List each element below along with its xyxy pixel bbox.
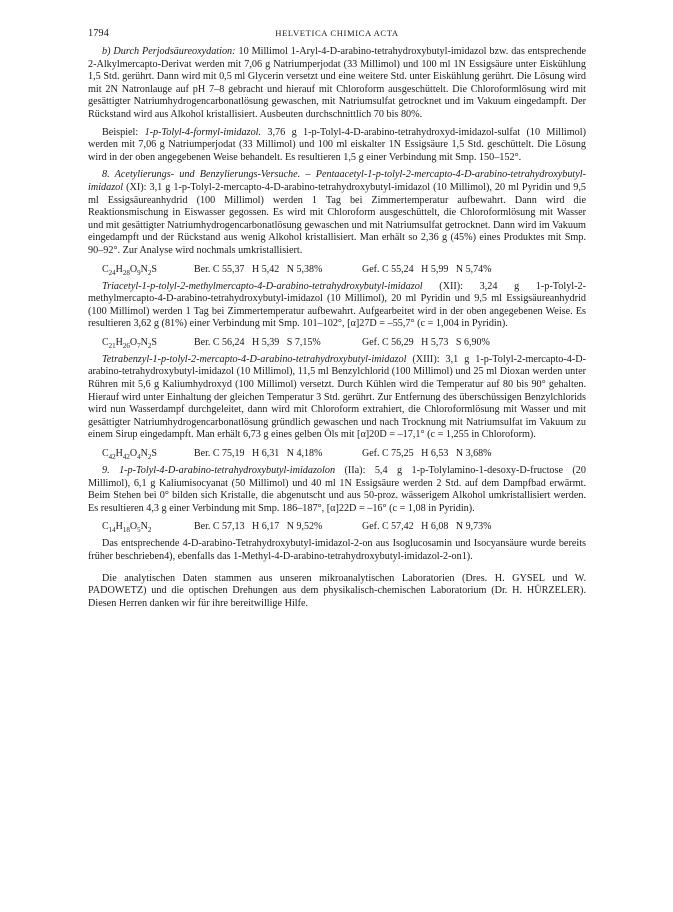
analysis-line-3: $C_{42}H_{42}O_4N_2S$ Ber. C 75,19 H 6,31 N 4,18% Gef. C 75,25 H 6,53 N 3,68%: [102, 448, 492, 462]
section-heading: 9. 1-p-Tolyl-4-D-arabino-tetrahydroxybutyl-imidazolon: [102, 465, 336, 477]
journal-page: [88, 28, 586, 610]
paragraph-triacetyl: Triacetyl-1-p-tolyl-2-methylmercapto-4-D-arabino-tetrahydroxybutyl-imidazol (XII): 3,24 g 1-p-Tolyl-2-methylmercapto-4-D-arabino-tetrahydroxybutyl-imidazol (10 Millimol), 20 ml Pyridin und 9,5 ml Essigsäureanhydrid (100 Millimol) werden 1 Tag bei Zimmertemperatur aufbewahrt. Aufgearbeitet wird in der oben angegebenen Weise. Es resultieren 3,62 g (81%) einer Verbindung mit Smp. 101–102°, [α]27D = –55,7° (c = 1,004 in Pyridin).: [88, 280, 586, 330]
formula: $C_{21}H_{26}O_7N_2S$: [102, 336, 157, 350]
section-heading: 8. Acetylierungs- und Benzylierungs-Versuche. – Pentaacetyl-1-p-tolyl-2-mercapto-4-D-arabino-tetrahydroxybutyl-imidazol: [88, 169, 586, 193]
paragraph-heading: b) Durch Perjodsäureoxydation:: [102, 46, 236, 57]
page-header: [88, 28, 586, 46]
formula: $C_{14}H_{18}O_5N_2$: [102, 521, 152, 535]
analysis-line-2: $C_{21}H_{26}O_7N_2S$ Ber. C 56,24 H 5,39 S 7,15% Gef. C 56,29 H 5,73 S 6,90%: [102, 336, 490, 350]
paragraph-heading: Tetrabenzyl-1-p-tolyl-2-mercapto-4-D-arabino-tetrahydroxybutyl-imidazol: [102, 353, 407, 365]
paragraph-tetrabenzyl: Tetrabenzyl-1-p-tolyl-2-mercapto-4-D-arabino-tetrahydroxybutyl-imidazol (XIII): 3,1 g 1-p-Tolyl-2-mercapto-4-D-arabino-tetrahydroxybutyl-imidazol (10 Millimol), 11,5 ml Benzylchlorid (100 Millimol) und 25 ml Dioxan werden unter Rühren mit 5,6 g Kaliumhydroxyd (100 Millimol) versetzt. Durch Kühlen wird die Temperatur auf 80 bis 90° gehalten. Hierauf wird unter Einhaltung der gleichen Temperatur 3 Std. gerührt. Zur Entfernung des überschüssigen Benzylchlorids wird nun Wasserdampf durchgeleitet, dann wird mit Chloroform extrahiert, die Chloroformlösung mit Wasser und mit gesättigter Natriumhydrogencarbonatlösung gründlich gewaschen und nach Trocknung mit Natriumsulfat im Vakuum zu einem Sirup eingedampft. Man erhält 6,73 g eines gelben Öls mit [α]20D = –17,1° (c = 1,255 in Chloroform).: [88, 353, 586, 441]
paragraph-perjodsaeure: b) Durch Perjodsäureoxydation: 10 Millimol 1-Aryl-4-D-arabino-tetrahydroxybutyl-imidazol bzw. das entsprechende 2-Alkylmercapto-Derivat werden mit 7,06 g Natriumperjodat (33 Millimol) und 100 ml 1N Essigsäure unter Eiskühlung 1,5 Std. gerührt. Dann wird mit 0,5 ml Glycerin versetzt und eine weitere Std. unter Eiskühlung gerührt. Die Lösung wird mit 2N Natronlauge auf pH 7–8 gebracht und hierauf mit Chloroform ausgeschüttelt. Die Chloroformlösung wird mit gesättigter Natriumhydrogencarbonatlösung gewaschen, mit Natriumsulfat getrocknet und im Vakuum eingedampft. Der Rückstand wird aus Alkohol kristallisiert. Ausbeuten durchschnittlich 70 bis 80%.: [88, 46, 586, 120]
paragraph-beispiel: Beispiel: 1-p-Tolyl-4-formyl-imidazol. 3,76 g 1-p-Tolyl-4-D-arabino-tetrahydroxyd-imidazol-sulfat (10 Millimol) werden mit 7,06 g Natriumperjodat (33 Millimol) und 100 ml eiskalter 1N Essigsäure 1,5 Std. geschüttelt. Die Lösung wird in der oben angegebenen Weise behandelt. Es resultieren 1,5 g einer Verbindung mit Smp. 150–152°.: [88, 126, 587, 163]
paragraph-acknowledgement: Die analytischen Daten stammen aus unseren mikroanalytischen Laboratorien (Dres. H. GYSEL und W. PADOWETZ) und die optischen Drehungen aus dem physikalisch-chemischen Laboratorium (Dr. H. HÜRZELER). Diesen Herren danken wir für ihre bereitwillige Hilfe.: [88, 572, 586, 609]
formula: $C_{42}H_{42}O_4N_2S$: [102, 448, 157, 462]
paragraph-imidazolon: 9. 1-p-Tolyl-4-D-arabino-tetrahydroxybutyl-imidazolon (IIa): 5,4 g 1-p-Tolylamino-1-desoxy-D-fructose (20 Millimol), 6,1 g Kaliumisocyanat (50 Millimol) und 40 ml 1N Essigsäure werden 2 Std. auf dem Dampfbad erwärmt. Beim Stehen bei 0° bilden sich Kristalle, die abgenutscht und aus 50-proz. wässerigem Alkohol umkristallisiert werden. Es resultieren 4,3 g einer Verbindung mit Smp. 186–187°, [α]22D = –16° (c = 1,08 in Pyridin).: [88, 465, 586, 514]
journal-title: HELVETICA CHIMICA ACTA: [275, 28, 399, 38]
paragraph-isoglucosamin: Das entsprechende 4-D-arabino-Tetrahydroxybutyl-imidazol-2-on aus Isoglucosamin und Isocyansäure wurde bereits früher beschrieben4), ebenfalls das 1-Methyl-4-D-arabino-tetrahydroxybutyl-imidazol-2-on1).: [88, 538, 586, 562]
analysis-line-4: $C_{14}H_{18}O_5N_2$ Ber. C 57,13 H 6,17 N 9,52% Gef. C 57,42 H 6,08 N 9,73%: [102, 521, 492, 535]
paragraph-heading: 1-p-Tolyl-4-formyl-imidazol.: [144, 126, 262, 138]
formula: $C_{24}H_{28}O_9N_2S$: [102, 263, 157, 277]
page-number: 1794: [88, 28, 109, 39]
analysis-line-1: $C_{24}H_{28}O_9N_2S$ Ber. C 55,37 H 5,42 N 5,38% Gef. C 55,24 H 5,99 N 5,74%: [102, 263, 492, 277]
paragraph-heading: Triacetyl-1-p-tolyl-2-methylmercapto-4-D-arabino-tetrahydroxybutyl-imidazol: [102, 280, 423, 292]
paragraph-acetylierung: 8. Acetylierungs- und Benzylierungs-Versuche. – Pentaacetyl-1-p-tolyl-2-mercapto-4-D-arabino-tetrahydroxybutyl-imidazol (XI): 3,1 g 1-p-Tolyl-2-mercapto-4-D-arabino-tetrahydroxybutyl-imidazol (10 Millimol), 20 ml Pyridin und 9,5 ml Essigsäureanhydrid (100 Millimol) werden 1 Tag bei Zimmertemperatur aufbewahrt. Dann wird die Reaktionsmischung in Eiswasser gegossen. Es wird mit Chloroform ausgeschüttelt, die Chloroformlösung mit Wasser und mit gesättigter Natriumhydrogencarbonatlösung gewaschen und mit Natriumsulfat getrocknet. Dann wird im Vakuum eingedampft und der Rückstand aus wenig Alkohol kristallisiert. Man erhält so 2,36 g (45%) eines Produktes mit Smp. 90–92°. Zur Analyse wird nochmals umkristallisiert.: [88, 169, 586, 256]
